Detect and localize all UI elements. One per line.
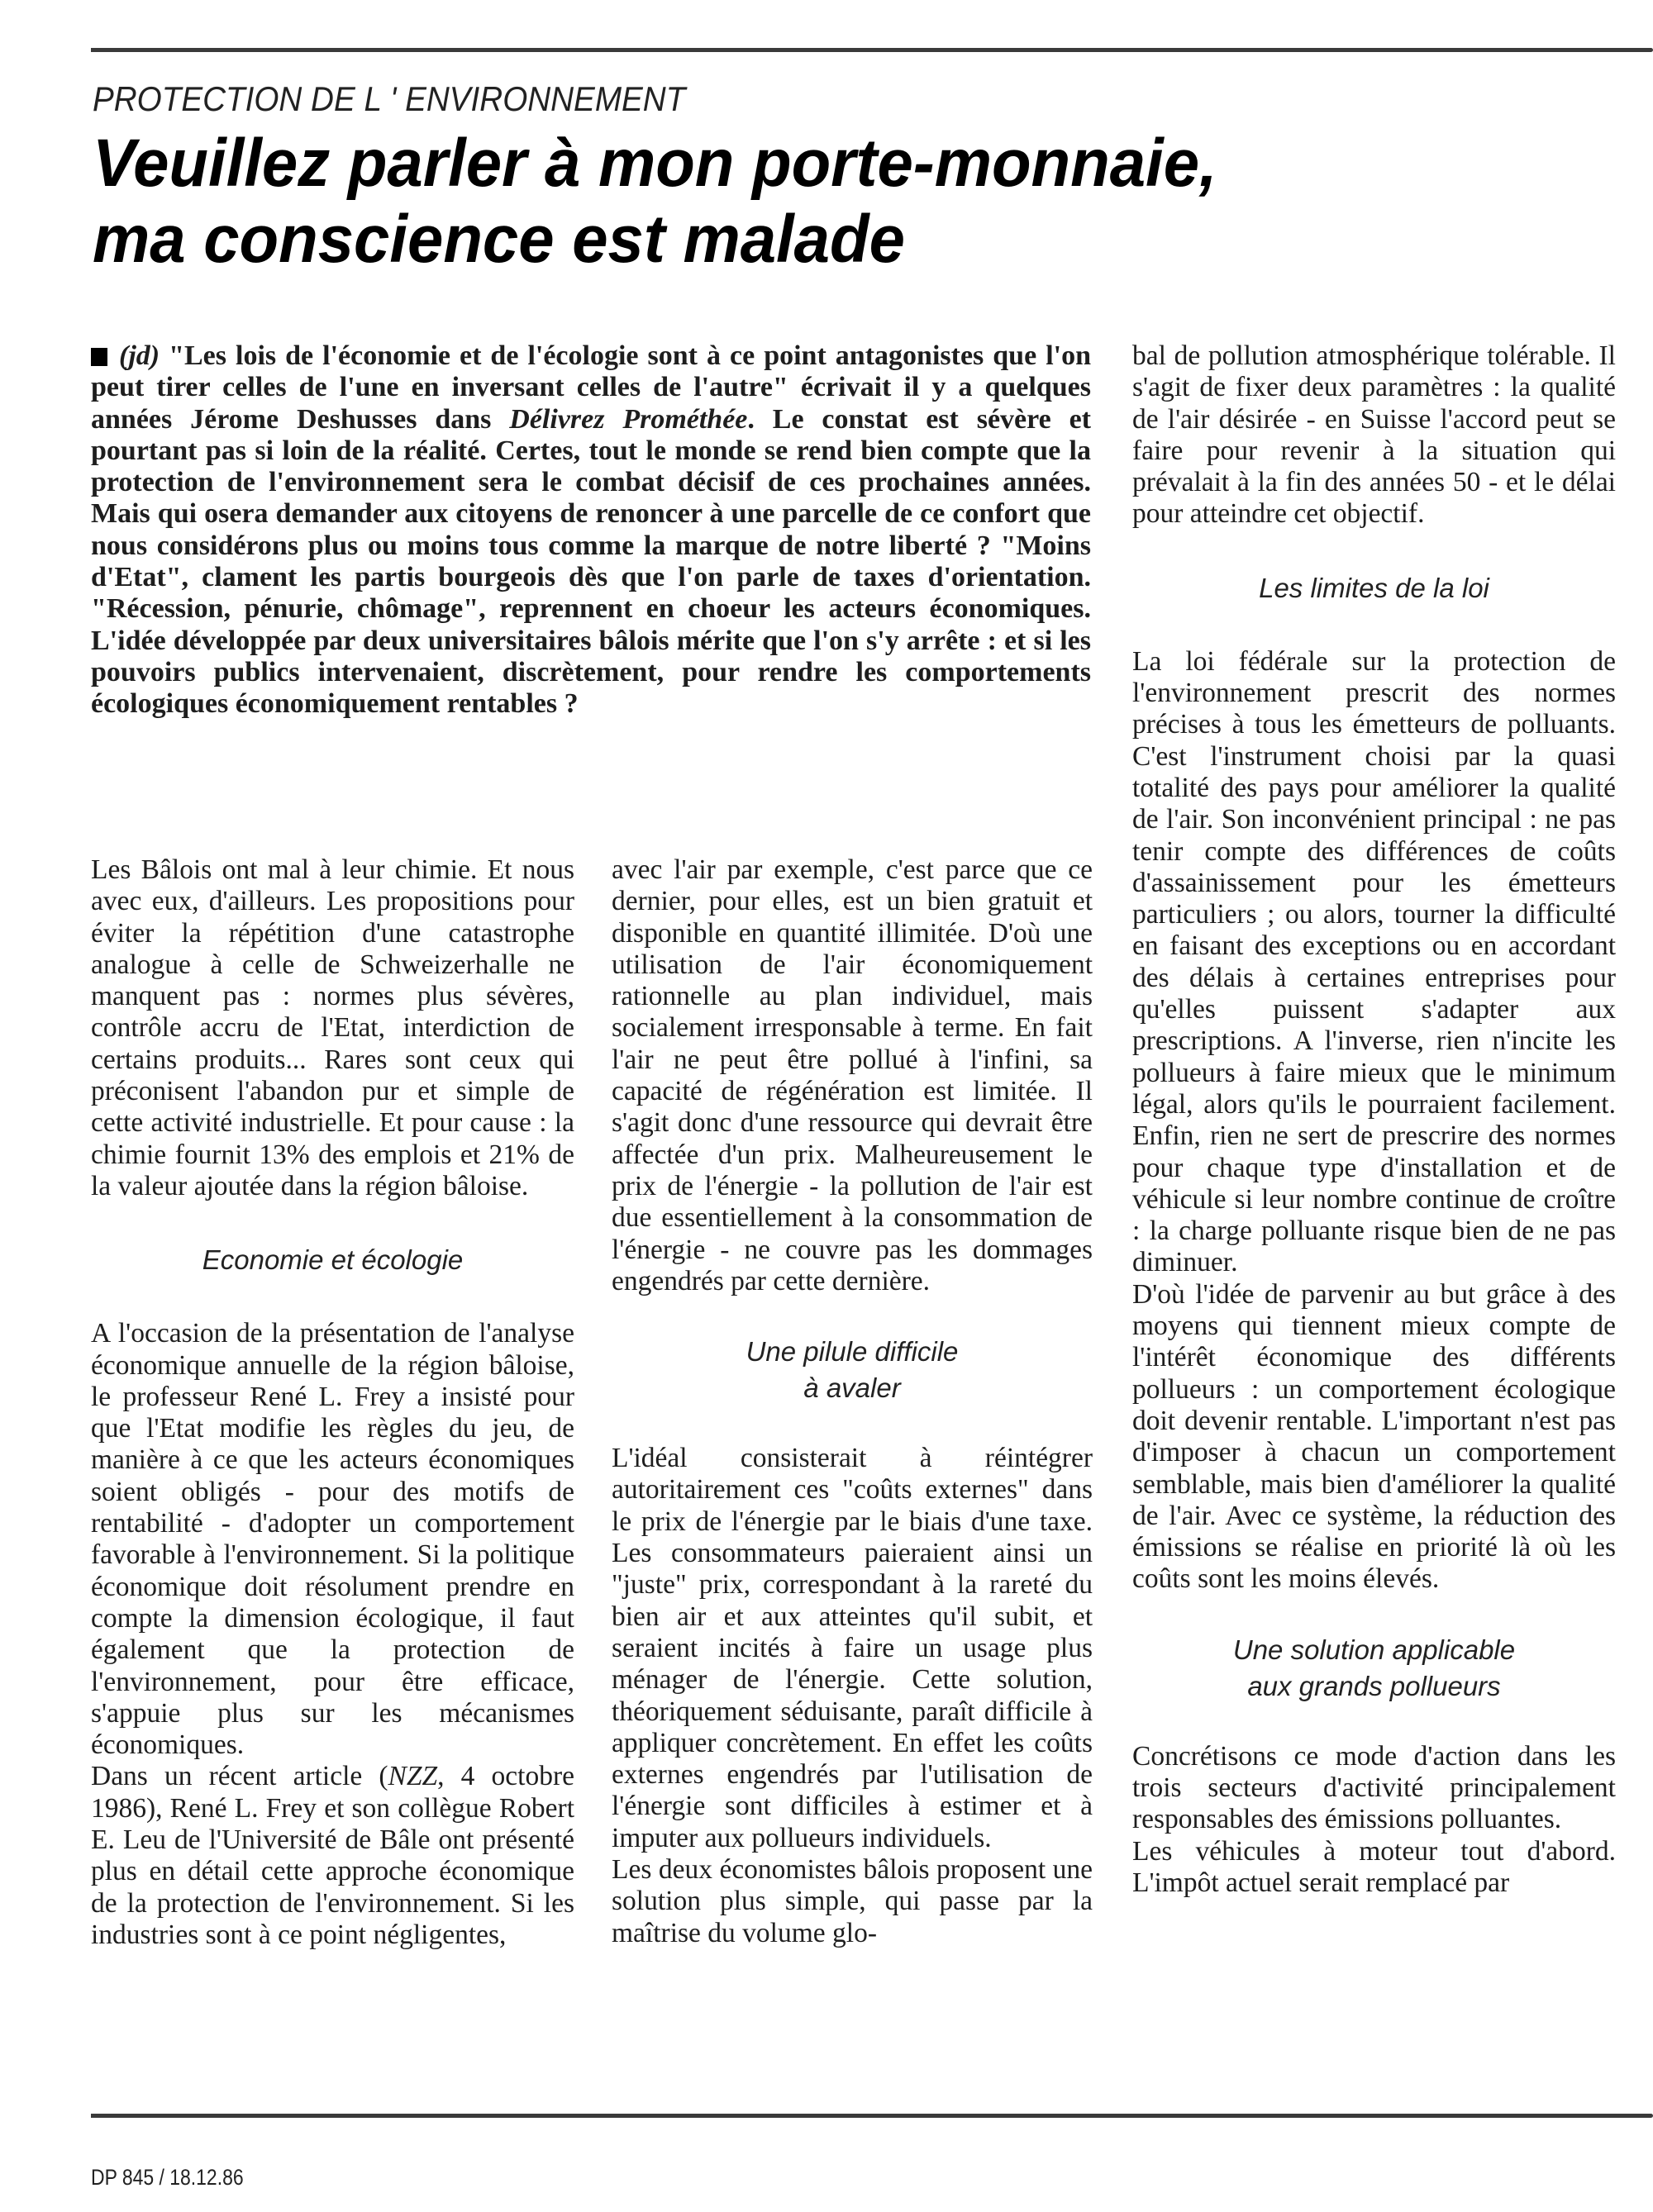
subheading-solution-applicable bbox=[1132, 1632, 1616, 1705]
column-2 bbox=[612, 854, 1093, 1949]
top-rule bbox=[91, 48, 1653, 52]
lead-text-2: . Le constat est sévère et pourtant pas si loin de la réalité. Certes, tout le monde se rend bien compte que la protection de l'environnement sera le combat décisif de ces prochaines années. Mais qui osera demander aux citoyens de renoncer à une parcelle de ce confort que nous considérons plus ou moins tous comme la marque de notre liberté ? "Moins d'Etat", clament les partis bourgeois dès que l'on parle de taxes d'orientation. "Récession, pénurie, chômage", reprennent en choeur les acteurs économiques. L'idée développée par deux universitaires bâlois mérite que l'on s'y arrête : et si les pouvoirs publics intervenaient, discrètement, pour rendre les comportements écologiques économiquement rentables ? bbox=[91, 403, 1091, 720]
paragraph: Les Bâlois ont mal à leur chimie. Et nous avec eux, d'ailleurs. Les propositions pour éviter la répétition d'une catastrophe analogue à celle de Schweizerhalle ne manquent pas : normes plus sévères, contrôle accru de l'Etat, interdiction de certains produits... Rares sont ceux qui préconisent l'abandon pur et simple de cette activité industrielle. Et pour cause : la chimie fournit 13% des emplois et 21% de la valeur ajoutée dans la région bâloise. bbox=[91, 854, 574, 1201]
subheading-limites-loi: Les limites de la loi bbox=[1259, 572, 1489, 603]
paragraph: L'idéal consisterait à réintégrer autoritairement ces "coûts externes" dans le prix de l'énergie par le biais d'une taxe. Les consommateurs paieraient ainsi un "juste" prix, correspondant à la rareté du bien air et aux atteintes qu'il subit, et seraient incités à faire un usage plus ménager de l'énergie. Cette solution, théoriquement séduisante, paraît difficile à appliquer concrètement. En effet les coûts externes engendrés par l'utilisation de l'énergie sont difficiles à estimer et à imputer aux pollueurs individuels. bbox=[612, 1443, 1093, 1853]
paragraph bbox=[91, 1761, 574, 1951]
subheading-line-2: aux grands pollueurs bbox=[1247, 1670, 1501, 1701]
paragraph: avec l'air par exemple, c'est parce que ce dernier, pour elles, est un bien gratuit et disponible en quantité illimitée. D'où une utilisation de l'air économiquement rationnelle au plan individuel, mais socialement irresponsable à terme. En fait l'air ne peut être pollué à l'infini, sa capacité de régénération est limitée. Il s'agit donc d'une ressource qui devrait être affectée d'un prix. Malheureusement le prix de l'énergie - la pollution de l'air est due essentiellement à la consommation de l'énergie - ne couvre pas les dommages engendrés par cette dernière. bbox=[612, 854, 1093, 1296]
paragraph: Concrétisons ce mode d'action dans les trois secteurs d'activité principalement responsables des émissions polluantes. bbox=[1132, 1740, 1616, 1835]
issue-footer: DP 845 / 18.12.86 bbox=[91, 2165, 244, 2190]
paragraph: Les véhicules à moteur tout d'abord. L'impôt actuel serait remplacé par bbox=[1132, 1835, 1616, 1898]
headline-line-2: ma conscience est malade bbox=[93, 202, 905, 277]
source-nzz: NZZ bbox=[388, 1761, 438, 1792]
paragraph: La loi fédérale sur la protection de l'environnement prescrit des normes précises à tous les émetteurs de polluants. C'est l'instrument choisi par la quasi totalité des pays pour améliorer la qualité de l'air. Son inconvénient principal : ne pas tenir compte des différences de coûts d'assainissement pour les émetteurs particuliers ; ou alors, tourner la difficulté en faisant des exceptions ou en accordant des délais à certaines entreprises pour qu'elles puissent s'adapter aux prescriptions. A l'inverse, rien n'incite les pollueurs à faire mieux que le minimum légal, alors qu'ils le pourraient facilement. Enfin, rien ne sert de prescrire des normes pour chaque type d'installation et de véhicule si leur nombre continue de croître : la charge polluante risque bien de ne pas diminuer. bbox=[1132, 645, 1616, 1278]
subheading-line-1: Une solution applicable bbox=[1232, 1634, 1516, 1665]
column-3 bbox=[1132, 340, 1616, 1899]
paragraph-text: Dans un récent article ( bbox=[91, 1761, 388, 1792]
subheading-pilule bbox=[612, 1334, 1093, 1406]
paragraph: bal de pollution atmosphérique tolérable. Il s'agit de fixer deux paramètres : la qualité de l'air désirée - en Suisse l'accord peut se faire pour revenir à la situation qui prévalait à la fin des années 50 - et le délai pour atteindre cet objectif. bbox=[1132, 340, 1616, 530]
article-headline bbox=[93, 126, 1217, 278]
section-kicker: PROTECTION DE L ' ENVIRONNEMENT bbox=[93, 79, 686, 118]
subheading-line-1: Une pilule difficile bbox=[746, 1336, 959, 1368]
paragraph-text: , 4 octobre 1986), René L. Frey et son collègue Robert E. Leu de l'Université de Bâle ont présenté plus en détail cette approche économique de la protection de l'environnement. Si les industries sont à ce point négligentes, bbox=[91, 1761, 574, 1950]
lead-text-1: "Les lois de l'économie et de l'écologie sont à ce point antagonistes que l'on peut tirer celles de l'une en inversant celles de l'autre" écrivait il y a quelques années Jérome Deshusses dans bbox=[91, 340, 1091, 435]
book-title: Délivrez Prométhée bbox=[509, 403, 748, 435]
subheading-line-2: à avaler bbox=[803, 1372, 901, 1404]
paragraph: A l'occasion de la présentation de l'analyse économique annuelle de la région bâloise, le professeur René L. Frey a insisté pour que l'Etat modifie les règles du jeu, de manière à ce que les acteurs économiques soient obligés - pour des motifs de rentabilité - d'adopter un comportement favorable à l'environnement. Si la politique économique doit résolument prendre en compte la dimension écologique, il faut également que la protection de l'environnement, pour être efficace, s'appuie plus sur les mécanismes économiques. bbox=[91, 1318, 574, 1761]
square-bullet-icon bbox=[91, 348, 107, 366]
bottom-rule bbox=[91, 2114, 1653, 2118]
paragraph: D'où l'idée de parvenir au but grâce à des moyens qui tiennent mieux compte de l'intérêt économique des différents pollueurs : un comportement écologique doit devenir rentable. L'important n'est pas d'imposer à chacun un comportement semblable, mais bien d'améliorer la qualité de l'air. Avec ce système, la réduction des émissions se réalise en priorité là où les coûts sont les moins élevés. bbox=[1132, 1278, 1616, 1595]
author-initials: (jd) bbox=[119, 340, 160, 371]
lead-paragraph bbox=[91, 340, 1091, 721]
column-1 bbox=[91, 854, 574, 1951]
headline-line-1: Veuillez parler à mon porte-monnaie, bbox=[93, 126, 1217, 201]
paragraph: Les deux économistes bâlois proposent une solution plus simple, qui passe par la maîtrise du volume glo- bbox=[612, 1854, 1093, 1948]
subheading-economie-ecologie: Economie et écologie bbox=[202, 1244, 464, 1276]
